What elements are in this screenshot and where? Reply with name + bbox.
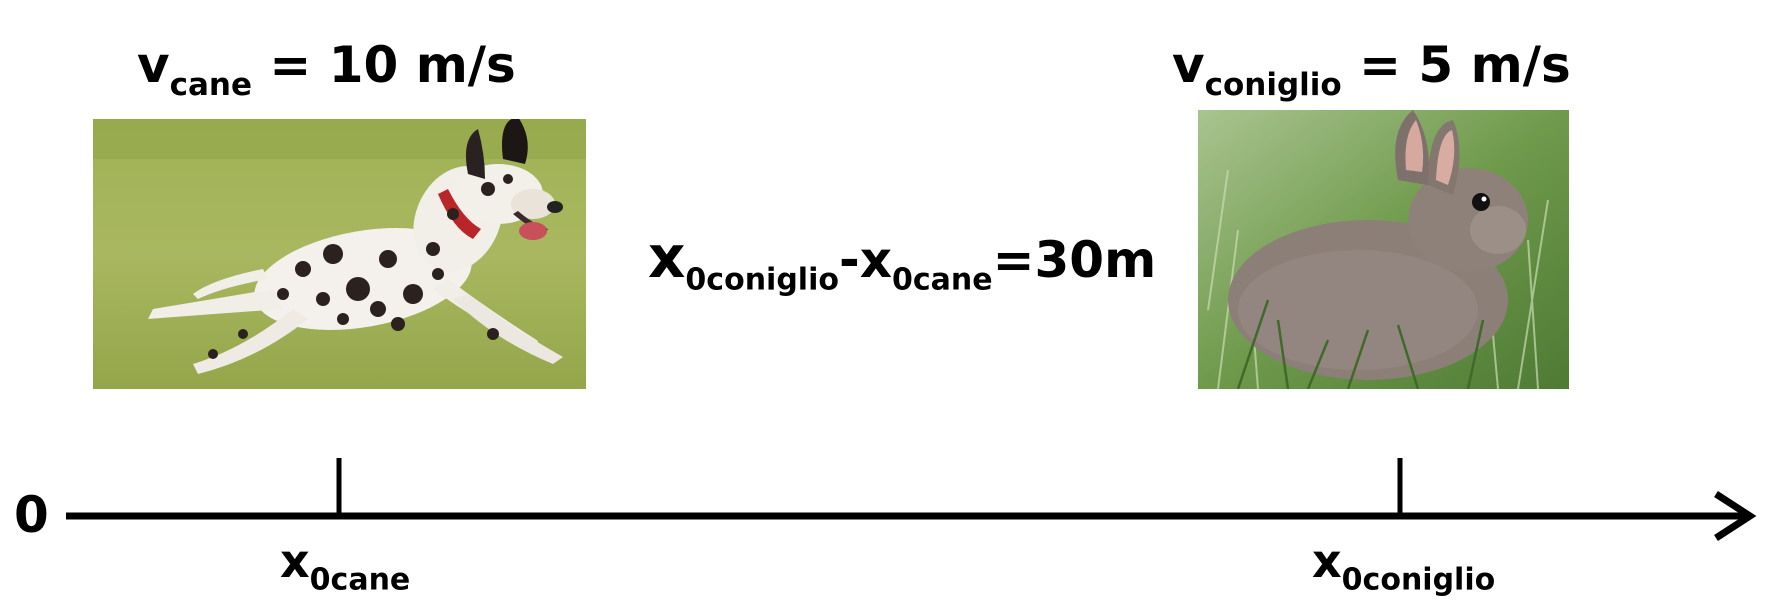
distance-term1-subscript: 0coniglio bbox=[685, 262, 839, 298]
rabbit-velocity-subscript: coniglio bbox=[1204, 67, 1342, 104]
dog-start-symbol: x bbox=[280, 534, 310, 588]
rabbit-photo bbox=[1198, 110, 1569, 389]
dog-velocity-label bbox=[137, 36, 516, 104]
dog-velocity-value: = 10 m/s bbox=[269, 36, 516, 94]
rabbit-start-subscript: 0coniglio bbox=[1341, 562, 1496, 598]
distance-equals-value: =30m bbox=[992, 231, 1157, 289]
axis-origin-label: 0 bbox=[14, 486, 49, 544]
dalmatian-illustration bbox=[93, 119, 586, 389]
rabbit-start-symbol: x bbox=[1312, 534, 1342, 588]
rabbit-velocity-value: = 5 m/s bbox=[1359, 36, 1571, 94]
axis-arrowhead bbox=[1716, 494, 1750, 538]
rabbit-velocity-symbol: v bbox=[1172, 36, 1205, 94]
distance-term2-symbol: x bbox=[859, 231, 893, 289]
rabbit-velocity-label bbox=[1172, 36, 1571, 104]
dog-start-subscript: 0cane bbox=[309, 562, 411, 598]
rabbit-illustration bbox=[1198, 110, 1569, 389]
dog-velocity-symbol: v bbox=[137, 36, 170, 94]
distance-minus: - bbox=[838, 231, 860, 289]
dog-start-label bbox=[280, 534, 411, 598]
rabbit-start-label bbox=[1312, 534, 1496, 598]
distance-equation bbox=[648, 223, 1157, 298]
dog-velocity-subscript: cane bbox=[169, 67, 252, 104]
dalmatian-photo bbox=[93, 119, 586, 389]
distance-term1-symbol: x bbox=[648, 223, 686, 291]
distance-term2-subscript: 0cane bbox=[892, 262, 993, 298]
